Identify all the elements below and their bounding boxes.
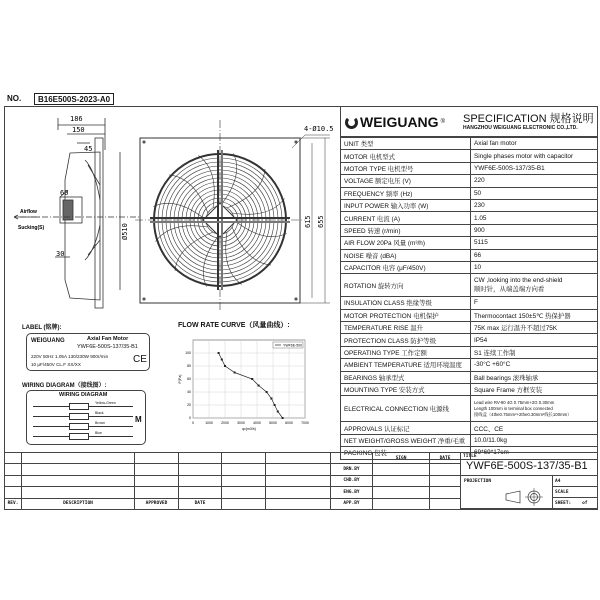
spec-row	[341, 322, 598, 334]
spec-row	[341, 162, 598, 174]
sign-cell	[372, 498, 430, 510]
spec-value	[471, 199, 598, 211]
spec-value-line: 5115	[474, 239, 488, 247]
revision-cell	[265, 498, 331, 510]
spec-value	[471, 162, 598, 174]
spec-label: MOTOR 电机型式	[341, 150, 471, 162]
x-tick-label: 6000	[285, 421, 293, 425]
spec-value-line: Ball bearings 滚珠轴承	[474, 374, 539, 382]
y-tick-label: 80	[187, 364, 191, 368]
spec-value-line: Length 100mm in terminal box connected	[474, 405, 553, 411]
x-tick-label: 7000	[301, 421, 309, 425]
spec-label: INPUT POWER 输入功率 (W)	[341, 199, 471, 211]
sign-cell: SIGN	[372, 452, 430, 464]
spec-value-line: Lead wire RV-90 4G 0.75mm+2G 0.30mm	[474, 399, 555, 405]
spec-row	[341, 150, 598, 162]
spec-value-line: 75K max 运行温升不超过75K	[474, 325, 558, 333]
doc-no-value: B16E500S-2023-A0	[34, 93, 114, 105]
data-point	[258, 385, 260, 387]
spec-label: BEARINGS 轴承型式	[341, 371, 471, 383]
brand-logo	[345, 114, 445, 130]
data-point	[282, 417, 284, 419]
spec-value	[471, 261, 598, 273]
spec-row	[341, 346, 598, 358]
motor-symbol: M	[135, 415, 142, 424]
dim-150: 150	[72, 126, 85, 134]
spec-row	[341, 309, 598, 321]
spec-value	[471, 224, 598, 236]
terminal-icon	[69, 403, 89, 410]
wire-label: Black	[95, 411, 104, 415]
spec-label: CURRENT 电流 (A)	[341, 212, 471, 224]
spec-value	[471, 422, 598, 434]
revision-cell: APPROVED	[134, 498, 179, 510]
spec-label: FREQUENCY 频率 (Hz)	[341, 187, 471, 199]
data-point	[218, 352, 220, 354]
front-view	[135, 120, 330, 310]
data-point	[221, 359, 223, 361]
legend-label: YWF6E-500	[283, 343, 303, 348]
spec-value	[471, 297, 598, 309]
spec-label: UNIT 类型	[341, 138, 471, 150]
y-tick-label: 40	[187, 390, 191, 394]
spec-value-line: S1 连续工作制	[474, 350, 516, 358]
spec-value	[471, 346, 598, 358]
title-block	[4, 452, 598, 509]
spec-table	[340, 137, 598, 460]
spec-label: VOLTAGE 额定电压 (V)	[341, 175, 471, 187]
spec-value	[471, 138, 598, 150]
spec-row	[341, 434, 598, 446]
revision-cell: APP.BY	[330, 498, 373, 510]
spec-value	[471, 175, 598, 187]
spec-value-line: 230	[474, 202, 485, 210]
x-axis-label: qv(m3/h)	[242, 427, 256, 431]
y-tick-label: 100	[185, 351, 191, 355]
spec-value-line: 69*69*17cm	[474, 449, 509, 457]
revision-cell: CHD.BY	[330, 475, 373, 487]
spec-value-line: 1.05	[474, 214, 487, 222]
spec-row	[341, 237, 598, 249]
spec-value	[471, 187, 598, 199]
wire-label: Blue	[95, 431, 103, 435]
nameplate-brand: WEIGUANG	[31, 338, 65, 344]
spec-value-line: 10	[474, 264, 482, 272]
spec-label: MOUNTING TYPE 安装方式	[341, 384, 471, 396]
wiring-section-title: WIRING DIAGRAM（接线图）:	[22, 383, 107, 389]
spec-value-line: 900	[474, 226, 485, 234]
terminal-icon	[69, 433, 89, 440]
spec-row	[341, 384, 598, 396]
x-tick-label: 4000	[253, 421, 261, 425]
spec-row	[341, 212, 598, 224]
spec-row	[341, 422, 598, 434]
logo-icon	[345, 116, 358, 129]
airflow-label: Airflow	[20, 209, 37, 215]
spec-row	[341, 359, 598, 371]
nameplate-line2: 10 μF/450V CL.F XX/XX	[31, 362, 81, 367]
side-view	[20, 118, 140, 308]
spec-label: ROTATION 旋转方向	[341, 274, 471, 297]
y-tick-label: 0	[189, 416, 191, 420]
y-axis-label: P(Pa)	[178, 374, 182, 384]
spec-value-line: 220	[474, 177, 485, 185]
chart-title: FLOW RATE CURVE（风量曲线）:	[178, 322, 290, 329]
date-cell: DATE	[429, 452, 461, 464]
y-tick-label: 20	[187, 403, 191, 407]
nameplate-line1: 220V 50Hz 1.05A 130/230W 900r/min	[31, 354, 109, 359]
wire-label: Brown	[95, 421, 105, 425]
spec-value	[471, 371, 598, 383]
spec-label: NET WEIGHT/GROSS WEIGHT 净重/毛重	[341, 434, 471, 446]
spec-value-line: 66	[474, 251, 482, 259]
data-point	[270, 398, 272, 400]
sheet-cell: SHEET: of	[552, 497, 598, 509]
dim-45: 45	[84, 145, 93, 153]
spec-value	[471, 434, 598, 446]
spec-row	[341, 175, 598, 187]
spec-value	[471, 384, 598, 396]
x-tick-label: 3000	[237, 421, 245, 425]
spec-row	[341, 396, 598, 422]
spec-value	[471, 237, 598, 249]
revision-cell: DRN.BY	[330, 463, 373, 475]
spec-value-line: -30°C +60°C	[474, 361, 511, 369]
data-point	[266, 391, 268, 393]
spec-value-line: IP54	[474, 336, 488, 344]
data-point	[234, 372, 236, 374]
dim-30: 30	[56, 250, 65, 258]
dim-186: 186	[70, 115, 83, 123]
dim-615: 615	[304, 215, 312, 228]
spec-label: PACKING 包装	[341, 447, 471, 459]
revision-cell: DATE	[178, 498, 222, 510]
spec-value-line: Axial fan motor	[474, 140, 517, 148]
company-name: HANGZHOU WEIGUANG ELECTRONIC CO.,LTD.	[463, 125, 578, 131]
spec-label: SPEED 转速 (r/min)	[341, 224, 471, 236]
data-point	[274, 404, 276, 406]
spec-value-line: 50	[474, 189, 482, 197]
scale-cell: SCALE	[552, 486, 598, 498]
spec-value-line: YWF6E-500S-137/35-B1	[474, 164, 545, 172]
spec-value-line: 顺时针，从端盖端方向看	[474, 286, 545, 294]
wiring-diagram	[26, 390, 146, 445]
spec-row	[341, 261, 598, 273]
paper-size: A4	[552, 475, 598, 487]
x-tick-label: 2000	[221, 421, 229, 425]
x-tick-label: 0	[192, 421, 194, 425]
registered-mark: ®	[440, 119, 445, 125]
x-tick-label: 5000	[269, 421, 277, 425]
spec-value	[471, 322, 598, 334]
spec-label: INSULATION CLASS 绝缘等级	[341, 297, 471, 309]
spec-value-line: Thermocontact 150±5℃ 热保护器	[474, 312, 571, 320]
revision-cell: REV.	[4, 498, 22, 510]
spec-row	[341, 187, 598, 199]
wiring-inner-title: WIRING DIAGRAM	[59, 392, 108, 398]
spec-value	[471, 212, 598, 224]
spec-label: MOTOR PROTECTION 电机保护	[341, 309, 471, 321]
spec-header	[340, 106, 598, 137]
airflow-arrow-icon	[14, 215, 40, 219]
date-cell	[429, 498, 461, 510]
spec-label: PROTECTION CLASS 防护等级	[341, 334, 471, 346]
nameplate-product: Axial Fan Motor	[87, 336, 129, 342]
y-tick-label: 60	[187, 377, 191, 381]
flow-rate-chart	[175, 335, 315, 435]
revision-cell: DESCRIPTION	[21, 498, 135, 510]
spec-label: CAPACITOR 电容 (μF/450V)	[341, 261, 471, 273]
spec-value-line: 10.0/11.0kg	[474, 437, 507, 444]
doc-no-label: NO.	[7, 94, 22, 103]
spec-label: AMBIENT TEMPERATURE 适用环境温度	[341, 359, 471, 371]
spec-row	[341, 274, 598, 297]
spec-label: TEMPERATURE RISE 温升	[341, 322, 471, 334]
spec-value	[471, 249, 598, 261]
revision-cell: ENG.BY	[330, 486, 373, 498]
spec-value-line: Single phases motor with capacitor	[474, 152, 574, 160]
x-tick-label: 1000	[205, 421, 213, 425]
data-point	[277, 411, 279, 413]
spec-row	[341, 371, 598, 383]
spec-value-line: 接线盒（4the0.75mm²+2the0.30mm²线长100mm）	[474, 411, 572, 417]
terminal-icon	[69, 423, 89, 430]
spec-label: NOISE 噪音 (dBA)	[341, 249, 471, 261]
data-point	[224, 365, 226, 367]
spec-value	[471, 150, 598, 162]
wire-label: Yellow-Green	[95, 401, 116, 405]
data-point	[251, 378, 253, 380]
spec-value	[471, 309, 598, 321]
dim-510: Ø510	[121, 223, 129, 240]
spec-value	[471, 274, 598, 297]
brand-name: WEIGUANG	[360, 114, 439, 130]
spec-row	[341, 199, 598, 211]
spec-value	[471, 359, 598, 371]
revision-cell	[221, 498, 266, 510]
dim-60: 60	[60, 189, 69, 197]
spec-row	[341, 224, 598, 236]
spec-row	[341, 297, 598, 309]
nameplate-model: YWF6E-500S-137/35-B1	[77, 344, 138, 350]
dim-655: 655	[317, 215, 325, 228]
spec-row	[341, 334, 598, 346]
spec-value-line: CCC、CE	[474, 425, 504, 433]
label-section-title: LABEL (铭牌):	[22, 325, 62, 331]
spec-value-line: Square Frame 方框安装	[474, 387, 543, 395]
ce-mark: CE	[133, 354, 147, 365]
spec-value	[471, 334, 598, 346]
projection-cell: PROJECTION	[460, 475, 553, 509]
drawing-title: YWF6E-500S-137/35-B1	[466, 460, 588, 472]
spec-value-line: CW ,looking into the end-shield	[474, 277, 563, 285]
nameplate-label	[26, 333, 150, 371]
terminal-icon	[69, 413, 89, 420]
spec-value	[471, 396, 598, 422]
spec-row	[341, 138, 598, 150]
sucking-label: Sucking(S)	[18, 225, 45, 231]
spec-row	[341, 249, 598, 261]
title-cell	[460, 452, 598, 476]
spec-label: AIR FLOW 20Pa 风量 (m³/h)	[341, 237, 471, 249]
spec-label: ELECTRICAL CONNECTION 电源线	[341, 396, 471, 422]
spec-title: SPECIFICATION 规格说明	[463, 113, 594, 125]
spec-label: OPERATING TYPE 工作定额	[341, 346, 471, 358]
title-label: TITLE	[463, 454, 477, 459]
spec-label: APPROVALS 认证标记	[341, 422, 471, 434]
spec-value-line: F	[474, 299, 478, 307]
holes-dim: 4-Ø10.5	[304, 125, 334, 133]
projection-symbol-icon	[504, 488, 549, 506]
spec-label: MOTOR TYPE 电机型号	[341, 162, 471, 174]
